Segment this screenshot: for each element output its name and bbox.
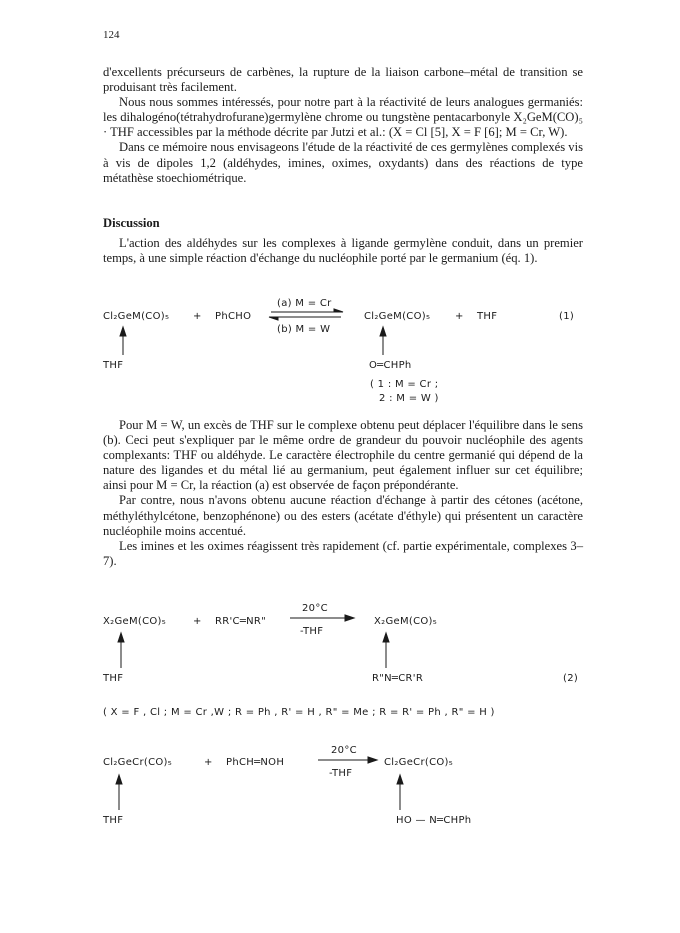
eq2-definitions: ( X = F , Cl ; M = Cr ,W ; R = Ph , R' = H , R" = Me ; R = R' = Ph , R" = H ) — [103, 707, 495, 718]
eq2-reaction-arrowhead — [345, 615, 354, 621]
eq1-ligand-aldehyde: O═CHPh — [369, 360, 412, 371]
eq3-oxime-coordination-arrowhead — [397, 775, 403, 784]
eq3-reactant: Cl₂GeCr(CO)₅ — [103, 757, 173, 768]
eq1-ligand-thf: THF — [103, 360, 124, 371]
eq1-reagent: PhCHO — [215, 311, 252, 322]
eq2-number: (2) — [563, 673, 579, 684]
eq1-aldehyde-coordination-arrowhead — [380, 327, 386, 336]
body-text-top — [103, 65, 583, 186]
eq1-plus: + — [193, 311, 202, 322]
eq3-reaction-arrowhead — [368, 757, 377, 763]
eq2-condition-top: 20°C — [302, 603, 328, 614]
eq3-reagent: PhCH═NOH — [226, 757, 285, 768]
eq1-reverse-arrowhead — [269, 317, 278, 320]
eq1-condition-a: (a) M = Cr — [277, 298, 332, 309]
eq1-byproduct: THF — [477, 311, 498, 322]
eq2-imine-coordination-arrowhead — [383, 633, 389, 642]
eq1-thf-coordination-arrowhead — [120, 327, 126, 336]
eq1-plus-2: + — [455, 311, 464, 322]
eq2-product: X₂GeM(CO)₅ — [374, 616, 438, 627]
paragraph-5: Par contre, nous n'avons obtenu aucune réaction d'échange à partir des cétones (acétone, méthyléthylcétone, benzophénone) ou des esters (acétate d'éthyle) qui présentent un caractère nucléophile moins accentué. — [103, 493, 583, 538]
eq3-condition-top: 20°C — [331, 745, 357, 756]
eq3-ligand-oxime: HO — N═CHPh — [396, 815, 472, 826]
body-text-discussion — [103, 236, 583, 266]
eq1-reactant: Cl₂GeM(CO)₅ — [103, 311, 170, 322]
page-number: 124 — [103, 29, 120, 41]
paragraph-0: d'excellents précurseurs de carbènes, la rupture de la liaison carbone–métal de transition se produisant très facilement. — [103, 65, 583, 95]
eq3-thf-coordination-arrowhead — [116, 775, 122, 784]
eq3-condition-bottom: -THF — [329, 768, 353, 779]
body-text-middle — [103, 418, 583, 569]
eq2-condition-bottom: -THF — [300, 626, 324, 637]
eq3-product: Cl₂GeCr(CO)₅ — [384, 757, 454, 768]
eq2-plus: + — [193, 616, 202, 627]
eq2-ligand-thf: THF — [103, 673, 124, 684]
eq1-condition-b: (b) M = W — [277, 324, 331, 335]
paragraph-2: Dans ce mémoire nous envisageons l'étude de la réactivité de ces germylènes complexés vis à vis de dipoles 1,2 (aldéhydes, imines, oximes, oxydants) dans des réactions de type métathèse stoechiométrique. — [103, 140, 583, 185]
paragraph-4: Pour M = W, un excès de THF sur le complexe obtenu peut déplacer l'équilibre dans le sens (b). Ceci peut s'expliquer par le même ordre de grandeur du pouvoir nucléophile des agents complexants: THF ou aldéhyde. Le caractère électrophile du centre germanié qui dépend de la nature des ligandes et du métal lié au germanium, peut également influer sur cet équilibre; ainsi pour M = Cr, la réaction (a) est observée de façon prépondérante. — [103, 418, 583, 493]
paragraph-6: Les imines et les oximes réagissent très rapidement (cf. partie expérimentale, complexes 3–7). — [103, 538, 583, 568]
eq1-product: Cl₂GeM(CO)₅ — [364, 311, 431, 322]
eq1-number: (1) — [559, 311, 575, 322]
eq2-thf-coordination-arrowhead — [118, 633, 124, 642]
eq1-forward-arrowhead — [334, 309, 343, 312]
paragraph-1: Nous nous sommes intéressés, pour notre part à la réactivité de leurs analogues germaniés: les dihalogéno(tétrahydrofurane)germylène chrome ou tungstène pentacarbonyle X₂GeM(CO)₅ · THF accessibles par la méthode décrite par Jutzi et al.: (X = Cl [5], X = F [6]; M = Cr, W). — [103, 95, 583, 140]
eq2-reagent: RR'C═NR" — [215, 616, 267, 627]
section-heading: Discussion — [103, 216, 160, 230]
eq1-note-2: 2 : M = W ) — [379, 393, 439, 404]
eq3-plus: + — [204, 757, 213, 768]
eq2-reactant: X₂GeM(CO)₅ — [103, 616, 167, 627]
eq1-note-1: ( 1 : M = Cr ; — [370, 379, 439, 390]
eq2-ligand-imine: R"N═CR'R — [372, 673, 424, 684]
eq3-ligand-thf: THF — [103, 815, 124, 826]
paragraph-3: L'action des aldéhydes sur les complexes à ligande germylène conduit, dans un premier temps, à une simple réaction d'échange du nucléophile porté par le germanium (éq. 1). — [103, 236, 583, 266]
